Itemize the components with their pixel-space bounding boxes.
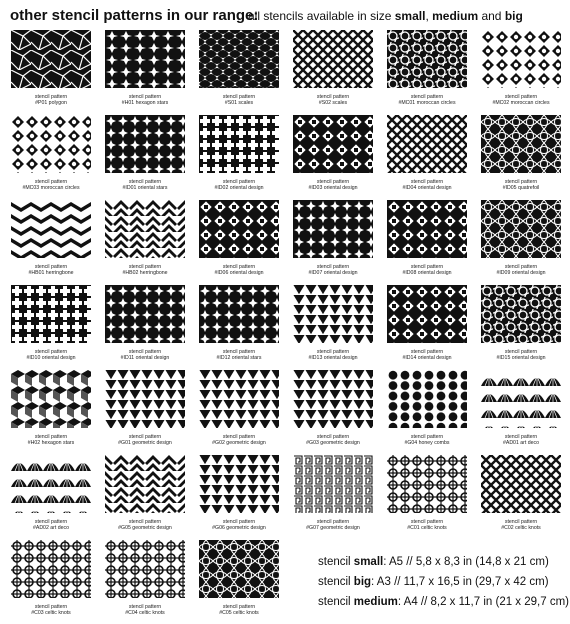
pattern-code: #ID02 oriental design xyxy=(214,185,264,192)
hexagon-stars-pattern xyxy=(105,30,185,88)
caption-prefix: stencil pattern xyxy=(34,349,68,355)
caption-prefix: stencil pattern xyxy=(128,179,162,185)
honeycomb-pattern xyxy=(387,370,467,428)
caption-prefix: stencil pattern xyxy=(34,94,68,100)
caption-prefix: stencil pattern xyxy=(222,179,256,185)
geometric-design-pattern xyxy=(105,455,185,513)
subtitle-separator: , xyxy=(425,9,433,23)
caption-prefix: stencil pattern xyxy=(222,349,256,355)
oriental-design-pattern xyxy=(293,115,373,173)
pattern-tile[interactable] xyxy=(288,370,378,446)
caption-prefix: stencil pattern xyxy=(128,519,162,525)
geometric-design-pattern xyxy=(105,370,185,428)
oriental-stars-pattern xyxy=(199,285,279,343)
caption-prefix: stencil pattern xyxy=(504,94,538,100)
pattern-tile[interactable] xyxy=(476,370,566,446)
scales-pattern xyxy=(293,30,373,88)
pattern-caption xyxy=(6,604,96,616)
pattern-tile[interactable] xyxy=(6,200,96,276)
size-small-prefix: stencil xyxy=(318,556,354,568)
pattern-code: #AD02 art deco xyxy=(32,525,70,532)
size-big-label: big xyxy=(353,576,372,588)
caption-prefix: stencil pattern xyxy=(410,519,444,525)
caption-prefix: stencil pattern xyxy=(504,264,538,270)
size-medium-line xyxy=(318,592,569,612)
pattern-code: #C04 celtic knots xyxy=(125,610,165,617)
pattern-code: #ID08 oriental design xyxy=(402,270,452,277)
pattern-caption xyxy=(476,94,566,106)
pattern-code: #G07 geometric design xyxy=(306,525,360,532)
size-big-text: : A3 // 11,7 x 16,5 in (29,7 x 42 cm) xyxy=(371,576,549,588)
pattern-caption xyxy=(194,179,284,191)
quatrefoil-pattern xyxy=(481,115,561,173)
pattern-tile[interactable] xyxy=(382,370,472,446)
art-deco-pattern xyxy=(481,370,561,428)
pattern-tile[interactable] xyxy=(6,540,96,616)
pattern-caption xyxy=(100,349,190,361)
caption-prefix: stencil pattern xyxy=(222,519,256,525)
pattern-code: #ID04 oriental design xyxy=(402,185,452,192)
page-title: other stencil patterns in our range: xyxy=(10,7,259,24)
size-info xyxy=(318,552,569,612)
celtic-knots-pattern xyxy=(387,455,467,513)
pattern-code: #C02 celtic knots xyxy=(501,525,541,532)
pattern-tile[interactable] xyxy=(382,285,472,361)
caption-prefix: stencil pattern xyxy=(128,604,162,610)
pattern-code: #HB01 herringbone xyxy=(28,270,74,277)
pattern-tile[interactable] xyxy=(476,30,566,106)
pattern-tile[interactable] xyxy=(100,455,190,531)
pattern-code: #P01 polygon xyxy=(35,100,67,107)
caption-prefix: stencil pattern xyxy=(222,264,256,270)
pattern-tile[interactable] xyxy=(476,115,566,191)
pattern-tile[interactable] xyxy=(100,30,190,106)
caption-prefix: stencil pattern xyxy=(34,179,68,185)
pattern-caption xyxy=(100,519,190,531)
pattern-caption xyxy=(288,179,378,191)
size-medium-label: medium xyxy=(353,596,398,608)
oriental-design-pattern xyxy=(293,285,373,343)
pattern-caption xyxy=(194,94,284,106)
pattern-caption xyxy=(100,434,190,446)
pattern-tile[interactable] xyxy=(288,285,378,361)
pattern-caption xyxy=(6,519,96,531)
pattern-tile[interactable] xyxy=(100,200,190,276)
pattern-tile[interactable] xyxy=(382,115,472,191)
pattern-tile[interactable] xyxy=(100,115,190,191)
pattern-caption xyxy=(476,349,566,361)
pattern-code: #ID06 oriental design xyxy=(214,270,264,277)
geometric-design-pattern xyxy=(293,370,373,428)
subtitle-big: big xyxy=(504,9,523,23)
pattern-code: #G02 geometric design xyxy=(212,440,266,447)
celtic-knots-pattern xyxy=(11,540,91,598)
pattern-caption xyxy=(6,179,96,191)
pattern-tile[interactable] xyxy=(6,370,96,446)
pattern-code: #ID03 oriental design xyxy=(308,185,358,192)
pattern-caption xyxy=(476,264,566,276)
pattern-tile[interactable] xyxy=(288,200,378,276)
moroccan-circles-pattern xyxy=(387,30,467,88)
caption-prefix: stencil pattern xyxy=(410,349,444,355)
pattern-code: #HB02 herringbone xyxy=(122,270,168,277)
pattern-caption xyxy=(6,434,96,446)
pattern-tile[interactable] xyxy=(476,200,566,276)
caption-prefix: stencil pattern xyxy=(222,94,256,100)
pattern-code: #C05 celtic knots xyxy=(219,610,259,617)
oriental-design-pattern xyxy=(387,115,467,173)
caption-prefix: stencil pattern xyxy=(316,179,350,185)
pattern-code: #MC02 moroccan circles xyxy=(492,100,550,107)
pattern-code: #G01 geometric design xyxy=(118,440,172,447)
herringbone-pattern xyxy=(11,200,91,258)
size-small-text: : A5 // 5,8 x 8,3 in (14,8 x 21 cm) xyxy=(383,556,549,568)
pattern-tile[interactable] xyxy=(6,285,96,361)
pattern-tile[interactable] xyxy=(6,115,96,191)
oriental-design-pattern xyxy=(387,285,467,343)
scales-pattern xyxy=(199,30,279,88)
pattern-caption xyxy=(382,94,472,106)
size-small-line xyxy=(318,552,566,572)
caption-prefix: stencil pattern xyxy=(410,179,444,185)
pattern-caption xyxy=(288,434,378,446)
moroccan-circles-pattern xyxy=(481,30,561,88)
pattern-caption xyxy=(288,349,378,361)
pattern-caption xyxy=(476,519,566,531)
pattern-caption xyxy=(100,179,190,191)
oriental-design-pattern xyxy=(105,285,185,343)
pattern-code: #ID15 oriental design xyxy=(496,355,546,362)
oriental-design-pattern xyxy=(481,200,561,258)
pattern-tile[interactable] xyxy=(194,200,284,276)
pattern-code: #S02 scales xyxy=(318,100,348,107)
pattern-caption xyxy=(288,519,378,531)
oriental-design-pattern xyxy=(199,200,279,258)
caption-prefix: stencil pattern xyxy=(504,179,538,185)
caption-prefix: stencil pattern xyxy=(34,434,68,440)
pattern-caption xyxy=(100,94,190,106)
caption-prefix: stencil pattern xyxy=(128,264,162,270)
pattern-caption xyxy=(6,94,96,106)
caption-prefix: stencil pattern xyxy=(128,94,162,100)
pattern-caption xyxy=(100,604,190,616)
caption-prefix: stencil pattern xyxy=(410,264,444,270)
subtitle-text: all stencils available in size xyxy=(248,9,395,23)
moroccan-circles-pattern xyxy=(11,115,91,173)
oriental-stars-pattern xyxy=(105,115,185,173)
pattern-code: #ID11 oriental design xyxy=(120,355,170,362)
pattern-caption xyxy=(382,179,472,191)
size-big-prefix: stencil xyxy=(318,576,354,588)
pattern-caption xyxy=(382,519,472,531)
size-big-line xyxy=(318,572,566,592)
pattern-tile[interactable] xyxy=(100,540,190,616)
geometric-design-pattern xyxy=(293,455,373,513)
pattern-code: #MC01 moroccan circles xyxy=(398,100,456,107)
caption-prefix: stencil pattern xyxy=(222,604,256,610)
pattern-tile[interactable] xyxy=(382,455,472,531)
caption-prefix: stencil pattern xyxy=(316,434,350,440)
caption-prefix: stencil pattern xyxy=(316,349,350,355)
caption-prefix: stencil pattern xyxy=(34,264,68,270)
polygon-pattern xyxy=(11,30,91,88)
subtitle-medium: medium xyxy=(432,9,479,23)
oriental-design-pattern xyxy=(293,200,373,258)
oriental-design-pattern xyxy=(199,115,279,173)
pattern-code: #H02 hexagon stars xyxy=(27,440,75,447)
pattern-code: #C01 celtic knots xyxy=(407,525,447,532)
pattern-tile[interactable] xyxy=(6,30,96,106)
pattern-code: #AD01 art deco xyxy=(502,440,540,447)
pattern-tile[interactable] xyxy=(100,370,190,446)
caption-prefix: stencil pattern xyxy=(410,94,444,100)
pattern-caption xyxy=(194,349,284,361)
celtic-knots-pattern xyxy=(105,540,185,598)
caption-prefix: stencil pattern xyxy=(504,434,538,440)
pattern-code: #ID14 oriental design xyxy=(402,355,452,362)
pattern-tile[interactable] xyxy=(288,455,378,531)
pattern-tile[interactable] xyxy=(100,285,190,361)
pattern-code: #ID13 oriental design xyxy=(308,355,358,362)
pattern-code: #G04 honey combs xyxy=(404,440,450,447)
pattern-code: #ID01 oriental stars xyxy=(122,185,168,192)
caption-prefix: stencil pattern xyxy=(34,604,68,610)
pattern-code: #G03 geometric design xyxy=(306,440,360,447)
pattern-caption xyxy=(194,604,284,616)
caption-prefix: stencil pattern xyxy=(128,434,162,440)
pattern-code: #G05 geometric design xyxy=(118,525,172,532)
pattern-caption xyxy=(194,264,284,276)
pattern-code: #H01 hexagon stars xyxy=(121,100,169,107)
pattern-code: #G06 geometric design xyxy=(212,525,266,532)
size-small-label: small xyxy=(353,556,384,568)
pattern-caption xyxy=(382,349,472,361)
pattern-code: #ID12 oriental stars xyxy=(216,355,262,362)
oriental-design-pattern xyxy=(481,285,561,343)
herringbone-pattern xyxy=(105,200,185,258)
oriental-design-pattern xyxy=(11,285,91,343)
pattern-caption xyxy=(476,434,566,446)
pattern-caption xyxy=(288,264,378,276)
pattern-tile[interactable] xyxy=(288,115,378,191)
pattern-code: #S01 scales xyxy=(224,100,254,107)
pattern-tile[interactable] xyxy=(6,455,96,531)
pattern-tile[interactable] xyxy=(476,455,566,531)
pattern-tile[interactable] xyxy=(194,115,284,191)
pattern-tile[interactable] xyxy=(382,30,472,106)
subtitle-and: and xyxy=(478,9,505,23)
oriental-design-pattern xyxy=(387,200,467,258)
pattern-code: #ID09 oriental design xyxy=(496,270,546,277)
pattern-caption xyxy=(194,434,284,446)
pattern-tile[interactable] xyxy=(194,370,284,446)
subtitle-small: small xyxy=(394,9,426,23)
pattern-code: #ID10 oriental design xyxy=(26,355,76,362)
caption-prefix: stencil pattern xyxy=(316,519,350,525)
pattern-caption xyxy=(288,94,378,106)
pattern-code: #ID05 quatrefoil xyxy=(502,185,540,192)
size-medium-text: : A4 // 8,2 x 11,7 in (21 x 29,7 cm) xyxy=(397,596,569,608)
pattern-caption xyxy=(476,179,566,191)
pattern-tile[interactable] xyxy=(288,30,378,106)
caption-prefix: stencil pattern xyxy=(34,519,68,525)
caption-prefix: stencil pattern xyxy=(504,519,538,525)
geometric-design-pattern xyxy=(199,455,279,513)
caption-prefix: stencil pattern xyxy=(128,349,162,355)
size-medium-prefix: stencil xyxy=(318,596,354,608)
pattern-code: #ID07 oriental design xyxy=(308,270,358,277)
pattern-caption xyxy=(6,264,96,276)
pattern-caption xyxy=(382,434,472,446)
pattern-tile[interactable] xyxy=(382,200,472,276)
pattern-tile[interactable] xyxy=(194,455,284,531)
pattern-tile[interactable] xyxy=(194,285,284,361)
pattern-tile[interactable] xyxy=(194,30,284,106)
hexagon-stars-pattern xyxy=(11,370,91,428)
pattern-caption xyxy=(100,264,190,276)
pattern-caption xyxy=(6,349,96,361)
caption-prefix: stencil pattern xyxy=(410,434,444,440)
art-deco-pattern xyxy=(11,455,91,513)
celtic-knots-pattern xyxy=(199,540,279,598)
pattern-code: #MC03 moroccan circles xyxy=(22,185,80,192)
caption-prefix: stencil pattern xyxy=(222,434,256,440)
pattern-tile[interactable] xyxy=(476,285,566,361)
caption-prefix: stencil pattern xyxy=(504,349,538,355)
pattern-caption xyxy=(194,519,284,531)
pattern-tile[interactable] xyxy=(194,540,284,616)
caption-prefix: stencil pattern xyxy=(316,94,350,100)
caption-prefix: stencil pattern xyxy=(316,264,350,270)
celtic-knots-pattern xyxy=(481,455,561,513)
pattern-caption xyxy=(382,264,472,276)
geometric-design-pattern xyxy=(199,370,279,428)
pattern-code: #C03 celtic knots xyxy=(31,610,71,617)
